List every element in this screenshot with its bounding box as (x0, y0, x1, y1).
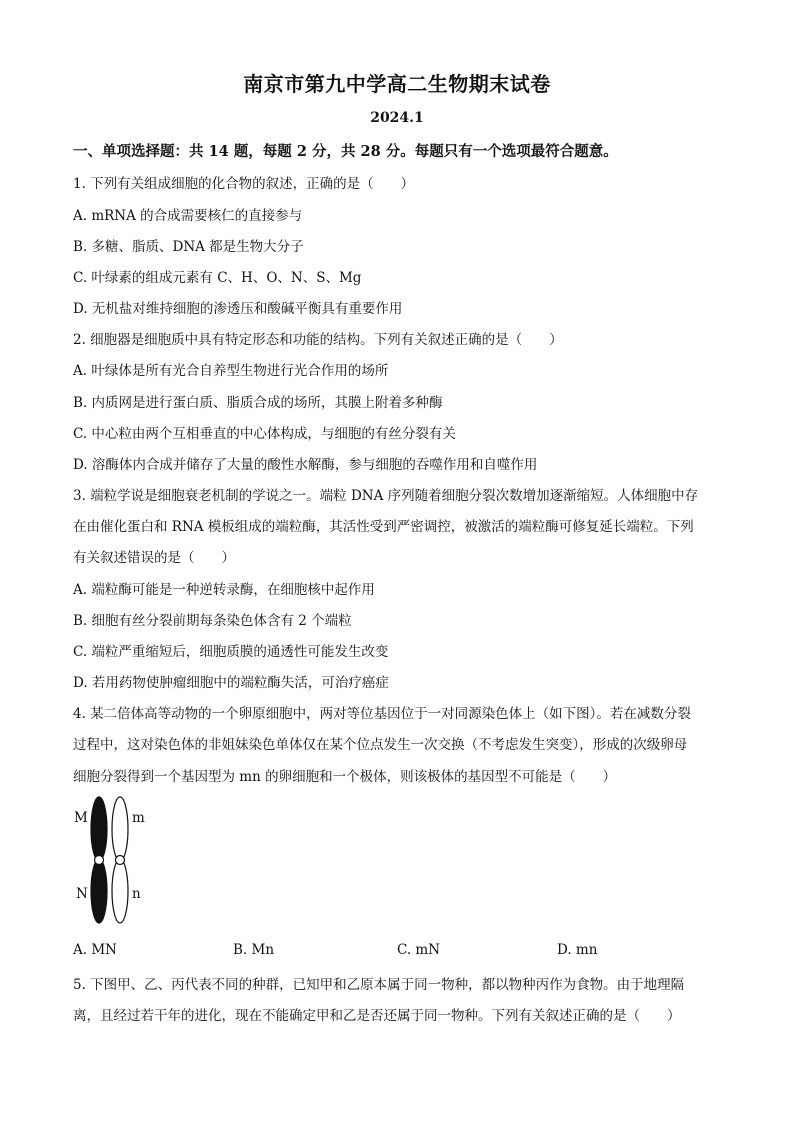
question-1-option-a: A. mRNA 的合成需要核仁的直接参与 (73, 208, 303, 224)
question-2-option-b: B. 内质网是进行蛋白质、脂质合成的场所，其膜上附着多种酶 (73, 395, 443, 411)
page-title: 南京市第九中学高二生物期末试卷 (243, 72, 551, 96)
question-3-stem-line-1: 3. 端粒学说是细胞衰老机制的学说之一。端粒 DNA 序列随着细胞分裂次数增加逐渐缩短。人体细胞中存 (73, 488, 699, 504)
section-heading: 一、单项选择题：共 14 题，每题 2 分，共 28 分。每题只有一个选项最符合题意。 (73, 143, 618, 160)
question-3-stem-line-2: 在由催化蛋白和 RNA 模板组成的端粒酶，其活性受到严密调控，被激活的端粒酶可修复延长端粒。下列 (73, 519, 694, 535)
question-2-option-c: C. 中心粒由两个互相垂直的中心体构成，与细胞的有丝分裂有关 (73, 426, 456, 442)
question-3-option-d: D. 若用药物使肿瘤细胞中的端粒酶失活，可治疗癌症 (73, 675, 389, 691)
question-4-option-b: B. Mn (233, 942, 275, 958)
question-2-option-d: D. 溶酶体内合成并储存了大量的酸性水解酶，参与细胞的吞噬作用和自噬作用 (73, 457, 538, 473)
question-2-option-a: A. 叶绿体是所有光合自养型生物进行光合作用的场所 (73, 363, 389, 379)
question-1-stem: 1. 下列有关组成细胞的化合物的叙述，正确的是（ ） (73, 176, 415, 192)
question-3-stem-line-3: 有关叙述错误的是（ ） (73, 550, 235, 566)
dark-chromatid-lower (91, 859, 107, 923)
question-4-stem-line-2: 过程中，这对染色体的非姐妹染色单体仅在某个位点发生一次交换（不考虑发生突变），形成的次级卵母 (73, 737, 688, 753)
question-4-option-a: A. MN (73, 942, 117, 958)
question-4-stem-line-3: 细胞分裂得到一个基因型为 mn 的卵细胞和一个极体，则该极体的基因型不可能是（ ） (73, 769, 617, 785)
homologous-chromosome-figure (70, 796, 160, 926)
gene-label-n: n (132, 886, 141, 902)
question-4-stem-line-1: 4. 某二倍体高等动物的一个卵原细胞中，两对等位基因位于一对同源染色体上（如下图）。若在减数分裂 (73, 706, 691, 722)
dark-centromere (95, 856, 104, 865)
question-1-option-d: D. 无机盐对维持细胞的渗透压和酸碱平衡具有重要作用 (73, 301, 403, 317)
gene-label-m: m (132, 810, 145, 826)
gene-label-N: N (76, 886, 88, 902)
question-3-option-a: A. 端粒酶可能是一种逆转录酶，在细胞核中起作用 (73, 582, 375, 598)
question-1-option-c: C. 叶绿素的组成元素有 C、H、O、N、S、Mg (73, 270, 362, 286)
question-5-stem-line-2: 离，且经过若干年的进化，现在不能确定甲和乙是否还属于同一物种。下列有关叙述正确的是（ ） (73, 1008, 681, 1024)
exam-date: 2024.1 (370, 110, 424, 126)
light-chromatid-lower (112, 859, 128, 923)
question-2-stem: 2. 细胞器是细胞质中具有特定形态和功能的结构。下列有关叙述正确的是（ ） (73, 332, 563, 348)
question-3-option-b: B. 细胞有丝分裂前期每条染色体含有 2 个端粒 (73, 613, 352, 629)
gene-label-M: M (74, 810, 88, 826)
light-chromatid-upper (112, 797, 128, 861)
question-3-option-c: C. 端粒严重缩短后，细胞质膜的通透性可能发生改变 (73, 644, 389, 660)
light-centromere (116, 856, 125, 865)
question-1-option-b: B. 多糖、脂质、DNA 都是生物大分子 (73, 239, 304, 255)
question-4-option-c: C. mN (397, 942, 441, 958)
question-5-stem-line-1: 5. 下图甲、乙、丙代表不同的种群，已知甲和乙原本属于同一物种，都以物种丙作为食物。由于地理隔 (73, 977, 685, 993)
dark-chromatid-upper (91, 797, 107, 861)
question-4-option-d: D. mn (557, 942, 598, 958)
